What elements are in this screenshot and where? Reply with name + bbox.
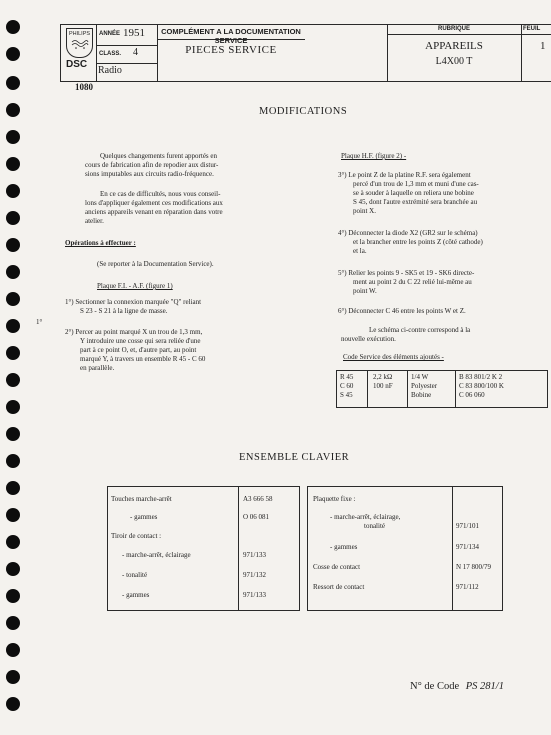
clavier-row: - tonalité	[122, 571, 148, 579]
philips-logo	[66, 28, 93, 58]
code-label: N° de Code	[410, 681, 460, 692]
codes-table	[336, 370, 548, 408]
rubrique-model: L4X00 T	[435, 56, 473, 67]
logo-org: DSC	[66, 59, 88, 70]
clavier-code: 971/133	[243, 591, 266, 599]
text-line: ment au point 2 du C 22 relié lui-même au	[353, 278, 472, 286]
class-label: CLASS.	[99, 51, 122, 57]
binder-hole	[6, 319, 20, 333]
text-line: Y introduire une cosse qui sera reliée d'une	[80, 337, 201, 345]
binder-hole	[6, 670, 20, 684]
binder-holes	[0, 0, 30, 735]
rubrique-value: APPAREILS	[425, 40, 483, 52]
plate-fi-heading: Plaque F.I. - A.F. (figure 1)	[97, 282, 173, 290]
binder-hole	[6, 427, 20, 441]
title-main: PIECES SERVICE	[185, 44, 277, 56]
clavier-row: Cosse de contact	[313, 563, 361, 571]
text-line: Le schéma ci-contre correspond à la	[369, 326, 471, 334]
text-line: percé d'un trou de 1,3 mm et muni d'une cas-	[353, 180, 479, 188]
philips-waves-icon	[71, 37, 89, 51]
codes-col-code	[459, 373, 504, 400]
binder-hole	[6, 589, 20, 603]
table-cell: C 60	[340, 382, 354, 390]
step-3	[338, 171, 551, 216]
ops-note: (Se reporter à la Documentation Service).	[97, 260, 214, 268]
clavier-code: 971/101	[456, 522, 479, 530]
clavier-code: 971/133	[243, 551, 266, 559]
clavier-code: N 17 800/79	[456, 563, 491, 571]
binder-hole	[6, 373, 20, 387]
binder-hole	[6, 103, 20, 117]
code-value: PS 281/1	[465, 681, 504, 692]
clavier-row: - marche-arrêt, éclairage	[122, 551, 191, 559]
binder-hole	[6, 238, 20, 252]
clavier-row: - marche-arrêt, éclairage,	[330, 513, 401, 521]
clavier-row: - gammes	[122, 591, 150, 599]
margin-mark: 1°	[36, 318, 43, 326]
feuil-label: FEUIL	[523, 26, 541, 32]
document-header	[60, 24, 551, 82]
clavier-code: 971/112	[456, 583, 479, 591]
text-line: nouvelle exécution.	[341, 335, 396, 343]
binder-hole	[6, 562, 20, 576]
text-line: atelier.	[85, 217, 104, 225]
plate-hf-heading: Plaque H.F. (figure 2) -	[341, 152, 407, 160]
table-cell: B 83 801/2 K 2	[459, 373, 503, 381]
text-line: cours de fabrication afin de repodier aux distur-	[85, 161, 219, 169]
binder-hole	[6, 616, 20, 630]
text-line: sions imputables aux circuits radio-fréquence.	[85, 170, 214, 178]
text-line: 4°) Déconnecter la diode X2 (GR2 sur le schéma)	[338, 229, 478, 237]
text-line: part à ce point O, et, d'autre part, au point	[80, 346, 197, 354]
binder-hole	[6, 211, 20, 225]
page-number: 1080	[75, 82, 93, 92]
title-top: COMPLÉMENT A LA DOCUMENTATION SERVICE	[161, 27, 301, 45]
text-line: En ce cas de difficultés, nous vous conseil-	[100, 190, 221, 198]
step-5	[338, 269, 551, 296]
clavier-table-left	[107, 486, 300, 611]
step-2	[65, 328, 295, 373]
binder-hole	[6, 292, 20, 306]
table-cell: R 45	[340, 373, 354, 381]
feuil-value: 1	[540, 40, 546, 52]
clavier-row: Touches marche-arrêt	[111, 495, 172, 503]
binder-hole	[6, 157, 20, 171]
text-line: S 45, dont l'autre extrémité sera branchée au	[353, 198, 478, 206]
text-line: 5°) Relier les points 9 - SK5 et 19 - SK6 directe-	[338, 269, 475, 277]
text-line: 1°) Sectionner la connexion marquée "Q" reliant	[65, 298, 202, 306]
rubrique-label: RUBRIQUE	[437, 26, 470, 32]
clavier-row: tonalité	[364, 522, 385, 530]
logo-brand: PHILIPS	[68, 31, 91, 37]
text-line: point X.	[353, 207, 376, 215]
codes-col-type	[411, 373, 437, 400]
section-title: MODIFICATIONS	[259, 106, 348, 117]
step-6: 6°) Déconnecter C 46 entre les points W et Z.	[338, 307, 466, 315]
text-line: Quelques changements furent apportés en	[100, 152, 218, 160]
class-sub: Radio	[98, 65, 122, 76]
binder-hole	[6, 454, 20, 468]
text-line: 2°) Percer au point marqué X un trou de 1,3 mm,	[65, 328, 203, 336]
code-footer	[410, 681, 504, 692]
table-cell: S 45	[340, 391, 353, 399]
binder-hole	[6, 76, 20, 90]
schema-note	[341, 326, 546, 344]
table-cell: C 83 800/100 K	[459, 382, 504, 390]
clavier-code: 971/134	[456, 543, 479, 551]
codes-col-ref	[340, 373, 353, 400]
codes-heading: Code Service des éléments ajoutés -	[343, 353, 444, 361]
clavier-code: O 06 081	[243, 513, 270, 521]
table-cell: C 06 060	[459, 391, 485, 399]
clavier-row: Ressort de contact	[313, 583, 365, 591]
binder-hole	[6, 47, 20, 61]
text-line: 3°) Le point Z de la platine R.F. sera également	[338, 171, 471, 179]
step-1	[65, 298, 290, 316]
clavier-row: - gammes	[130, 513, 158, 521]
text-line: marqué Y, à travers un ensemble R 45 - C 60	[80, 355, 206, 363]
binder-hole	[6, 400, 20, 414]
advice-paragraph	[85, 190, 290, 226]
binder-hole	[6, 346, 20, 360]
class-value: 4	[133, 47, 138, 58]
table-cell: 100 nF	[373, 382, 393, 390]
clavier-code: A3 666 58	[243, 495, 273, 503]
text-line: anciens appareils venant en réparation dans votre	[85, 208, 223, 216]
text-line: en parallèle.	[80, 364, 115, 372]
intro-paragraph	[85, 152, 290, 179]
clavier-row: - gammes	[330, 543, 358, 551]
clavier-row: Plaquette fixe :	[313, 495, 356, 503]
clavier-code: 971/132	[243, 571, 266, 579]
binder-hole	[6, 20, 20, 34]
table-cell: Bobine	[411, 391, 432, 399]
binder-hole	[6, 130, 20, 144]
annee-label: ANNÉE	[99, 31, 121, 37]
clavier-row: Tiroir de contact :	[111, 532, 162, 540]
binder-hole	[6, 643, 20, 657]
text-line: se à souder à laquelle on reliera une bobine	[353, 189, 474, 197]
annee-value: 1951	[123, 27, 145, 39]
text-line: et la brancher entre les points Z (côté cathode)	[353, 238, 483, 246]
step-4	[338, 229, 551, 256]
text-line: et la.	[353, 247, 367, 255]
clavier-table-right	[307, 486, 503, 611]
text-line: lons d'appliquer également ces modifications aux	[85, 199, 223, 207]
text-line: point W.	[353, 287, 377, 295]
clavier-title: ENSEMBLE CLAVIER	[239, 452, 350, 463]
binder-hole	[6, 535, 20, 549]
text-line: S 23 - S 21 à la ligne de masse.	[80, 307, 168, 315]
binder-hole	[6, 184, 20, 198]
binder-hole	[6, 481, 20, 495]
binder-hole	[6, 265, 20, 279]
table-cell: 2,2 kΩ	[373, 373, 393, 381]
binder-hole	[6, 697, 20, 711]
table-cell: 1/4 W	[411, 373, 429, 381]
codes-col-value	[373, 373, 393, 391]
table-cell: Polyester	[411, 382, 438, 390]
ops-heading: Opérations à effectuer :	[65, 239, 136, 247]
binder-hole	[6, 508, 20, 522]
